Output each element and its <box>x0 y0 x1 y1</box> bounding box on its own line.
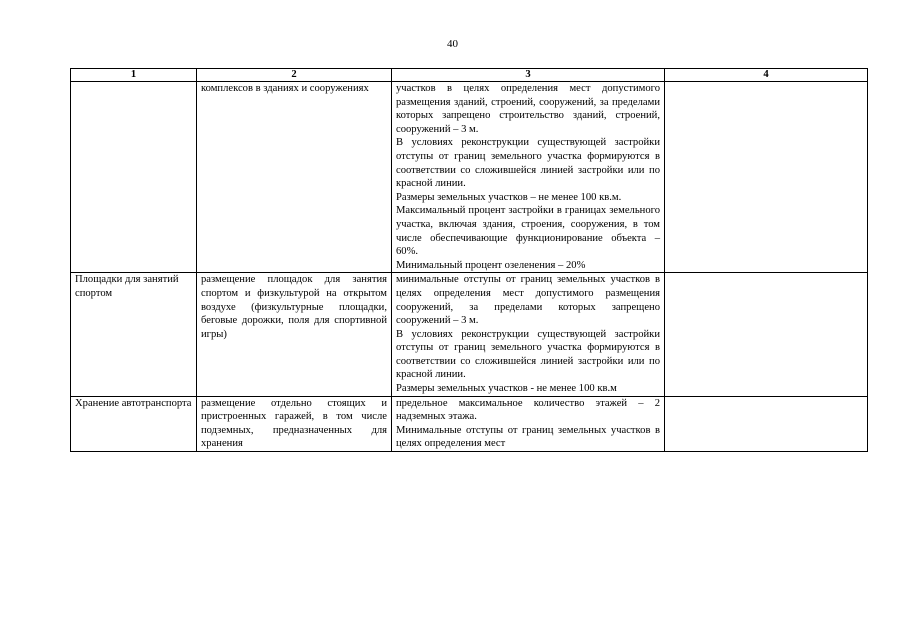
page-number: 40 <box>447 38 458 50</box>
use-description-text: комплексов в зданиях и сооружениях <box>201 83 369 94</box>
use-type-cell <box>71 396 197 451</box>
use-type-cell <box>71 82 197 273</box>
table-row <box>71 82 868 273</box>
parameters-text: участков в целях определения мест допустимого размещения зданий, строений, сооружений, за пределами которых запрещено строительство зданий, строений, сооружений – 3 м. В условиях реконструкции существующей застройки отступы от границ земельного участка формируются в соответствии со сложившейся линией застройки или по красной линии. Размеры земельных участков – не менее 100 кв.м. Максимальный процент застройки в границах земельного участка, включая здания, строения, сооружения, в том числе обеспечивающие функционирование объекта – 60%. Минимальный процент озеленения – 20% <box>396 83 660 271</box>
use-type-text: Площадки для занятий спортом <box>75 274 179 299</box>
use-description-cell <box>197 82 392 273</box>
table-header-row <box>71 69 868 82</box>
zoning-regulations-table <box>70 68 868 452</box>
notes-cell <box>665 396 868 451</box>
use-description-text: размещение отдельно стоящих и пристроенных гаражей, в том числе подземных, предназначенных для хранения <box>201 397 387 450</box>
use-description-cell <box>197 396 392 451</box>
parameters-text: минимальные отступы от границ земельных участков в целях определения мест допустимого размещения сооружений, за пределами которых запрещено сооружений – 3 м. В условиях реконструкции существующей застройки отступы от границ земельного участка формируются в соответствии со сложившейся линией застройки или по красной линии. Размеры земельных участков - не менее 100 кв.м <box>396 274 660 395</box>
table-row <box>71 396 868 451</box>
parameters-cell <box>392 396 665 451</box>
column-header-4: 4 <box>665 69 868 82</box>
table-row <box>71 273 868 396</box>
use-type-text: Хранение автотранспорта <box>75 397 192 409</box>
column-header-1: 1 <box>71 69 197 82</box>
parameters-cell <box>392 82 665 273</box>
notes-cell <box>665 273 868 396</box>
parameters-cell <box>392 273 665 396</box>
use-description-cell <box>197 273 392 396</box>
parameters-text: предельное максимальное количество этажей – 2 надземных этажа. Минимальные отступы от границ земельных участков в целях определения мест <box>396 397 660 450</box>
use-type-cell <box>71 273 197 396</box>
use-description-text: размещение площадок для занятия спортом и физкультурой на открытом воздухе (физкультурные площадки, беговые дорожки, поля для спортивной игры) <box>201 274 387 340</box>
column-header-3: 3 <box>392 69 665 82</box>
column-header-2: 2 <box>197 69 392 82</box>
notes-cell <box>665 82 868 273</box>
